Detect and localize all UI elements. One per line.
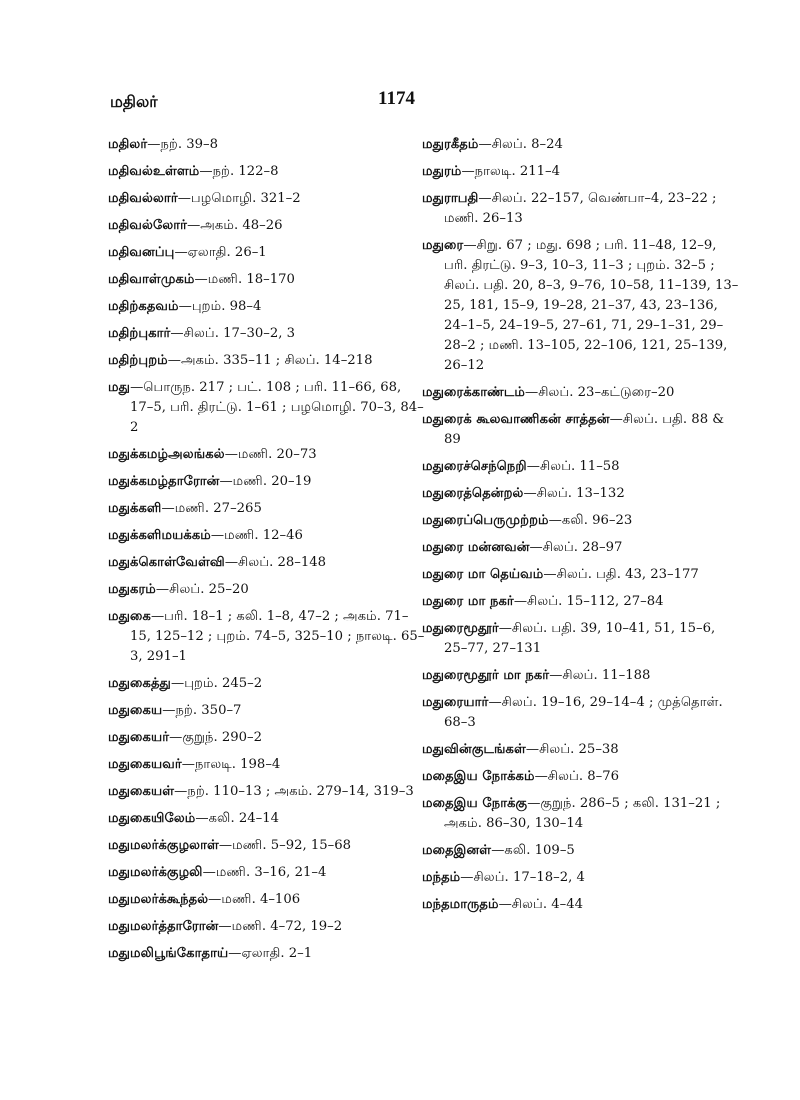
entry-headword: மதுக்கமழ்அலங்கல் <box>108 447 225 462</box>
index-entry <box>108 162 428 182</box>
index-entry <box>108 755 428 775</box>
index-entry <box>108 135 428 155</box>
entry-reference: —சிலப். பதி. 39, 10–41, 51, 15–6, 25–77, 27–131 <box>444 621 716 656</box>
entry-headword: மதுரைக்காண்டம் <box>422 385 525 400</box>
index-entry <box>422 135 742 155</box>
entry-reference: —சிலப். 28–148 <box>224 555 327 570</box>
index-entry <box>108 674 428 694</box>
index-entry <box>108 607 428 667</box>
entry-reference: —நற். 110–13 ; அகம். 279–14, 319–3 <box>174 784 414 799</box>
entry-headword: மதுரைச்செந்நெறி <box>422 459 527 474</box>
entry-reference: —மணி. 20–73 <box>224 447 317 462</box>
entry-reference: —புறம். 98–4 <box>178 299 262 314</box>
entry-headword: மதுரை மா தெய்வம் <box>422 567 544 582</box>
entry-headword: மதுக்களிமயக்கம் <box>108 528 211 543</box>
entry-headword: மதுகரம் <box>108 582 156 597</box>
entry-headword: மதுகையள் <box>108 784 175 799</box>
entry-reference: —மணி. 20–19 <box>219 474 312 489</box>
index-entry <box>108 836 428 856</box>
entry-headword: மதுரைத்தென்றல் <box>422 486 524 501</box>
index-entry <box>108 728 428 748</box>
index-entry <box>108 580 428 600</box>
entry-headword: மதுகையிலேம் <box>108 811 196 826</box>
index-entry <box>108 499 428 519</box>
entry-headword: மதுரை மன்னவன் <box>422 540 530 555</box>
index-entry <box>422 410 742 450</box>
entry-headword: மதுக்களி <box>108 501 162 516</box>
index-entry <box>422 162 742 182</box>
index-entry <box>108 216 428 236</box>
entry-reference: —மணி. 27–265 <box>161 501 262 516</box>
entry-reference: —மணி. 5–92, 15–68 <box>218 838 352 853</box>
entry-headword: மதுரைமூதூர் மா நகர் <box>422 668 550 683</box>
entry-headword: மதுராபதி <box>422 191 479 206</box>
index-entry <box>422 767 742 787</box>
index-entry <box>422 511 742 531</box>
index-entry <box>108 917 428 937</box>
entry-reference: —நாலடி. 211–4 <box>461 164 561 179</box>
entry-reference: —சிலப். 11–58 <box>526 459 620 474</box>
entry-reference: —கலி. 109–5 <box>491 843 575 858</box>
entry-headword: மதிற்கதவம் <box>108 299 179 314</box>
index-entry <box>108 944 428 964</box>
entry-reference: —சிலப். 22–157, வெண்பா–4, 23–22 ; மணி. 26–13 <box>444 191 717 226</box>
entry-headword: மதுரைப்பெருமுற்றம் <box>422 513 549 528</box>
index-entry <box>108 890 428 910</box>
index-entry <box>108 472 428 492</box>
entry-headword: மதிவனப்பு <box>108 245 175 260</box>
running-head: மதிலர் <box>110 92 158 111</box>
entry-headword: மதுமலர்க்குழலாள் <box>108 838 219 853</box>
entry-headword: மதுகைய <box>108 703 163 718</box>
entry-headword: மதைஇனள் <box>422 843 492 858</box>
entry-headword: மதுவின்குடங்கள் <box>422 742 526 757</box>
index-entry <box>108 243 428 263</box>
entry-reference: —மணி. 4–72, 19–2 <box>218 919 343 934</box>
entry-headword: மதுரகீதம் <box>422 137 479 152</box>
entry-headword: மதுரை மா நகர் <box>422 594 514 609</box>
entry-reference: —சிலப். 13–132 <box>523 486 625 501</box>
entry-reference: —மணி. 12–46 <box>210 528 303 543</box>
entry-headword: மதுரையார் <box>422 695 489 710</box>
index-entry <box>422 484 742 504</box>
entry-reference: —மணி. 18–170 <box>194 272 295 287</box>
entry-headword: மதைஇய நோக்கு <box>422 796 528 811</box>
entry-reference: —சிலப். பதி. 88 & 89 <box>444 412 725 447</box>
entry-reference: —புறம். 245–2 <box>171 676 263 691</box>
entry-headword: மதுகையவர் <box>108 757 182 772</box>
entry-reference: —அகம். 335–11 ; சிலப். 14–218 <box>167 353 373 368</box>
index-entry <box>108 351 428 371</box>
index-entry <box>108 445 428 465</box>
index-entry <box>422 189 742 229</box>
entry-headword: மதிவல்உள்ளம் <box>108 164 200 179</box>
index-entry <box>422 693 742 733</box>
entry-reference: —பொருந. 217 ; பட். 108 ; பரி. 11–66, 68, 17–5, பரி. திரட்டு. 1–61 ; பழமொழி. 70–3, 84–2 <box>130 380 424 435</box>
entry-headword: மதுரைமூதூர் <box>422 621 499 636</box>
entry-headword: மதுகைத்து <box>108 676 171 691</box>
entry-reference: —சிலப். 8–76 <box>534 769 620 784</box>
entry-reference: —சிலப். 19–16, 29–14–4 ; முத்தொள். 68–3 <box>444 695 723 730</box>
entry-reference: —நாலடி. 198–4 <box>181 757 281 772</box>
entry-reference: —சிறு. 67 ; மது. 698 ; பரி. 11–48, 12–9, பரி. திரட்டு. 9–3, 10–3, 11–3 ; புறம். 32–5 ; சிலப். பதி. 20, 8–3, 9–76, 10–58, 11–139, 13–25, 181, 15–9, 19–28, 21–37, 43, 23–136, 24–1–5, 24–19–5, 27–61, 71, 29–1–31, 29–28–2 ; மணி. 13–105, 22–106, 121, 25–139, 26–12 <box>444 238 739 373</box>
entry-reference: —குறுந். 290–2 <box>169 730 263 745</box>
entry-reference: —ஏலாதி. 2–1 <box>228 946 313 961</box>
entry-headword: மதிலர் <box>108 137 148 152</box>
index-entry <box>422 841 742 861</box>
entry-reference: —பரி. 18–1 ; கலி. 1–8, 47–2 ; அகம். 71–15, 125–12 ; புறம். 74–5, 325–10 ; நாலடி. 65–3, 291–1 <box>130 609 425 664</box>
entry-headword: மதிவல்லோர் <box>108 218 188 233</box>
entry-headword: மதுக்கொள்வேள்வி <box>108 555 225 570</box>
index-entry <box>108 809 428 829</box>
entry-reference: —சிலப். 23–கட்டுரை–20 <box>525 385 675 400</box>
index-entry <box>422 868 742 888</box>
entry-headword: மதுரை <box>422 238 464 253</box>
entry-headword: மதிற்புறம் <box>108 353 168 368</box>
entry-reference: —அகம். 48–26 <box>187 218 283 233</box>
entry-reference: —மணி. 3–16, 21–4 <box>202 865 327 880</box>
index-entry <box>108 297 428 317</box>
entry-reference: —சிலப். 17–30–2, 3 <box>170 326 295 341</box>
entry-headword: மந்தமாருதம் <box>422 897 499 912</box>
index-entry <box>108 189 428 209</box>
entry-reference: —சிலப். பதி. 43, 23–177 <box>543 567 699 582</box>
entry-headword: மதுகை <box>108 609 151 624</box>
entry-headword: மதுமலிபூங்கோதாய் <box>108 946 229 961</box>
page-number: 1174 <box>378 88 415 109</box>
entry-reference: —மணி. 4–106 <box>208 892 301 907</box>
entry-headword: மதுக்கமழ்தாரோன் <box>108 474 220 489</box>
entry-headword: மதுகையர் <box>108 730 170 745</box>
index-entry <box>422 666 742 686</box>
entry-reference: —நற். 122–8 <box>199 164 279 179</box>
index-entry <box>422 619 742 659</box>
entry-headword: மதுமலர்த்தாரோன் <box>108 919 219 934</box>
entry-headword: மது <box>108 380 131 395</box>
entry-headword: மதுமலர்க்கூந்தல் <box>108 892 209 907</box>
index-entry <box>422 383 742 403</box>
index-entry <box>108 863 428 883</box>
entry-headword: மதுரைக் கூலவாணிகன் சாத்தன் <box>422 412 610 427</box>
entry-headword: மதுமலர்க்குழலி <box>108 865 203 880</box>
entry-headword: மதுரம் <box>422 164 462 179</box>
entry-reference: —குறுந். 286–5 ; கலி. 131–21 ; அகம். 86–30, 130–14 <box>444 796 721 831</box>
entry-reference: —ஏலாதி. 26–1 <box>174 245 267 260</box>
entry-reference: —பழமொழி. 321–2 <box>177 191 301 206</box>
entry-reference: —நற். 350–7 <box>162 703 242 718</box>
index-entry <box>422 236 742 376</box>
entry-headword: மந்தம் <box>422 870 461 885</box>
index-entry <box>422 794 742 834</box>
entry-reference: —கலி. 96–23 <box>548 513 633 528</box>
entry-headword: மதிவாள்முகம் <box>108 272 195 287</box>
index-entry <box>108 701 428 721</box>
index-column-right <box>422 135 742 922</box>
index-entry <box>108 324 428 344</box>
index-entry <box>422 592 742 612</box>
index-column-left <box>108 135 428 971</box>
index-entry <box>108 782 428 802</box>
entry-reference: —சிலப். 8–24 <box>478 137 563 152</box>
index-entry <box>108 553 428 573</box>
entry-headword: மதிற்புகார் <box>108 326 171 341</box>
index-entry <box>108 526 428 546</box>
index-entry <box>422 565 742 585</box>
entry-reference: —நற். 39–8 <box>147 137 219 152</box>
entry-headword: மதைஇய நோக்கம் <box>422 769 535 784</box>
entry-reference: —சிலப். 4–44 <box>498 897 584 912</box>
entry-headword: மதிவல்லார் <box>108 191 178 206</box>
entry-reference: —சிலப். 17–18–2, 4 <box>460 870 585 885</box>
index-entry <box>108 378 428 438</box>
index-entry <box>422 538 742 558</box>
index-entry <box>108 270 428 290</box>
entry-reference: —சிலப். 28–97 <box>529 540 623 555</box>
index-entry <box>422 895 742 915</box>
entry-reference: —சிலப். 25–20 <box>155 582 249 597</box>
index-entry <box>422 457 742 477</box>
entry-reference: —சிலப். 15–112, 27–84 <box>513 594 664 609</box>
entry-reference: —கலி. 24–14 <box>195 811 280 826</box>
entry-reference: —சிலப். 25–38 <box>525 742 619 757</box>
entry-reference: —சிலப். 11–188 <box>549 668 651 683</box>
index-entry <box>422 740 742 760</box>
